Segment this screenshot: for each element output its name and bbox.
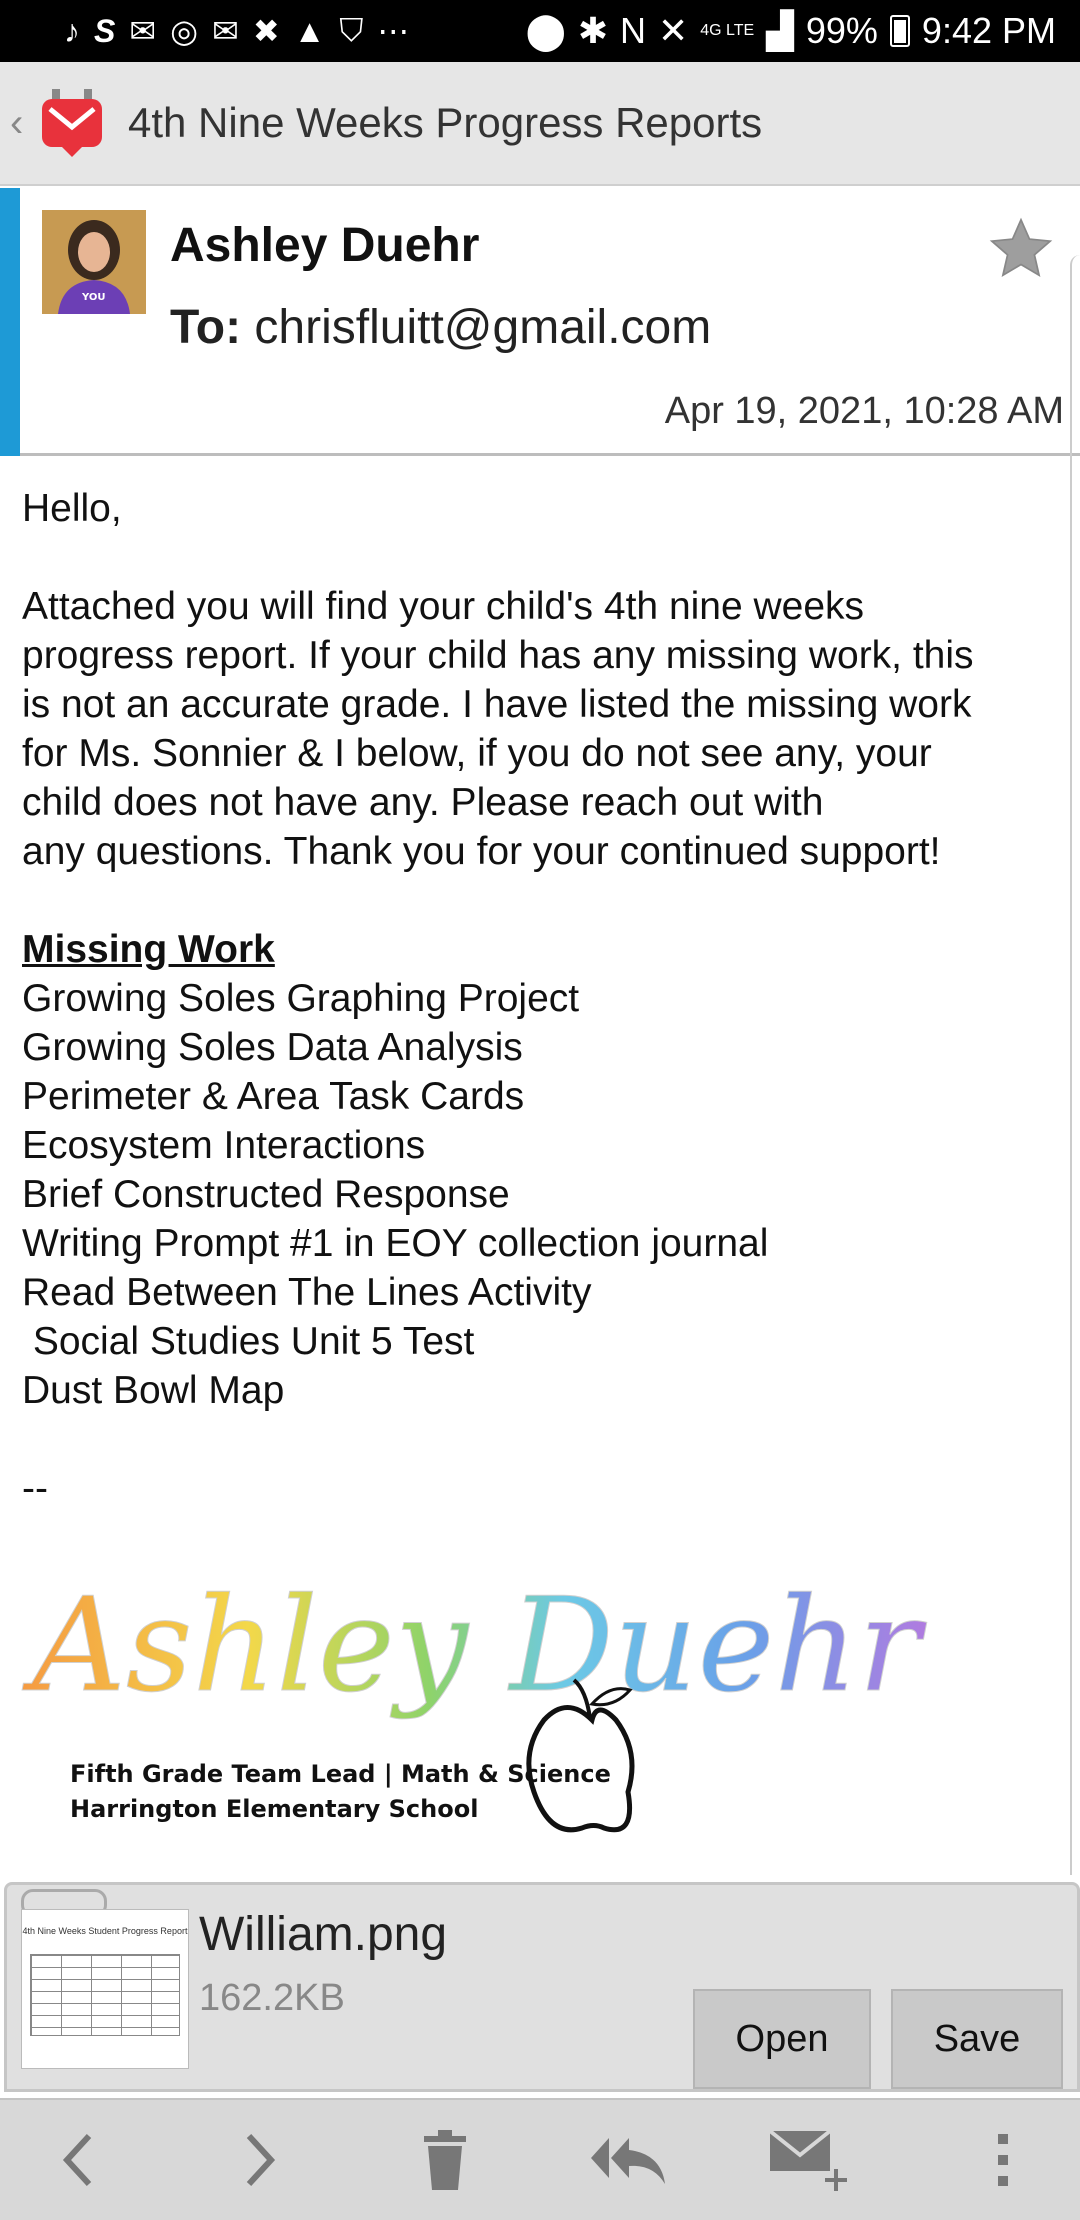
svg-text:YOU: YOU [82, 292, 106, 303]
missing-item: Social Studies Unit 5 Test [22, 1320, 475, 1363]
notification-icons [64, 11, 526, 51]
thumbnail-grid [30, 1954, 180, 2036]
signature-image [22, 1520, 921, 1850]
app-bar [0, 62, 1080, 186]
header-accent-bar [0, 188, 20, 456]
app-logo-icon[interactable] [36, 87, 108, 159]
missing-item: Writing Prompt #1 in EOY collection journal [22, 1222, 769, 1265]
missing-work-heading: Missing Work [22, 928, 275, 971]
message-header [0, 188, 1080, 456]
body-line: is not an accurate grade. I have listed the missing work [22, 683, 972, 726]
open-button[interactable]: Open [693, 1989, 871, 2089]
bottom-toolbar [0, 2098, 1080, 2220]
battery-percent: 99% [805, 10, 878, 51]
attachment-thumbnail[interactable] [21, 1909, 189, 2069]
to-label: To: [170, 301, 242, 354]
avatar[interactable] [42, 210, 146, 314]
clock: 9:42 PM [921, 10, 1056, 51]
vibrate-icon: ✕ [658, 10, 689, 51]
s-icon: S [94, 12, 116, 49]
body-line: Attached you will find your child's 4th nine weeks [22, 585, 865, 628]
instagram-icon: ◎ [170, 13, 199, 49]
message-date: Apr 19, 2021, 10:28 AM [664, 390, 1064, 432]
body-line: for Ms. Sonnier & I below, if you do not see any, your [22, 732, 932, 775]
star-icon[interactable] [986, 214, 1056, 284]
message-body [22, 484, 1062, 1513]
network-icon: 4G LTE [700, 22, 755, 39]
body-line: any questions. Thank you for your continued support! [22, 830, 941, 873]
delete-icon[interactable] [400, 2120, 490, 2200]
missing-item: Growing Soles Data Analysis [22, 1026, 523, 1069]
attachment-filename: William.png [199, 1908, 448, 1961]
signal-icon: ▟ [766, 10, 794, 51]
body-line: child does not have any. Please reach out with [22, 781, 824, 824]
bluetooth-icon: ✱ [577, 10, 609, 51]
recipient-address: chrisfluitt@gmail.com [254, 301, 712, 354]
status-bar [0, 0, 1080, 62]
previous-icon[interactable] [34, 2120, 124, 2200]
compose-icon[interactable] [766, 2120, 856, 2200]
call-missed-icon: ✖ [252, 13, 280, 49]
missing-item: Growing Soles Graphing Project [22, 977, 580, 1020]
location-icon: ⬤ [525, 10, 566, 51]
nfc-icon: N [620, 10, 647, 51]
mail-icon: ✉ [212, 13, 239, 49]
attachment-size: 162.2KB [199, 1977, 345, 2019]
more-icon: ⋯ [377, 13, 410, 49]
attachment-card[interactable] [4, 1882, 1080, 2092]
tiktok-icon: ♪ [64, 12, 80, 49]
signature-name: Ashley Duehr [32, 1569, 921, 1721]
signature-title-line: Fifth Grade Team Lead | Math & Science [70, 1760, 611, 1788]
page-title: 4th Nine Weeks Progress Reports [128, 99, 763, 146]
sender-name: Ashley Duehr [170, 219, 480, 272]
battery-icon [890, 15, 910, 47]
missing-item: Perimeter & Area Task Cards [22, 1075, 525, 1118]
shield-icon: ⛉ [339, 12, 364, 48]
warning-icon: ▲ [293, 12, 326, 49]
missing-item: Dust Bowl Map [22, 1369, 285, 1412]
save-button[interactable]: Save [891, 1989, 1063, 2089]
mail-icon: ✉ [129, 13, 157, 49]
recipient-line [170, 300, 711, 355]
signature-separator: -- [22, 1467, 48, 1510]
body-line: progress report. If your child has any missing work, this [22, 634, 974, 677]
reply-all-icon[interactable] [584, 2120, 674, 2200]
scroll-edge [1070, 255, 1080, 1875]
greeting: Hello, [22, 487, 122, 530]
missing-item: Read Between The Lines Activity [22, 1271, 592, 1314]
missing-item: Brief Constructed Response [22, 1173, 510, 1216]
back-chevron-icon[interactable]: ‹ [10, 100, 24, 145]
missing-item: Ecosystem Interactions [22, 1124, 426, 1167]
signature-school-line: Harrington Elementary School [70, 1795, 479, 1823]
system-icons [526, 10, 1056, 52]
overflow-menu-icon[interactable] [958, 2120, 1048, 2200]
thumbnail-title: 4th Nine Weeks Student Progress Report [22, 1926, 188, 1936]
next-icon[interactable] [214, 2120, 304, 2200]
